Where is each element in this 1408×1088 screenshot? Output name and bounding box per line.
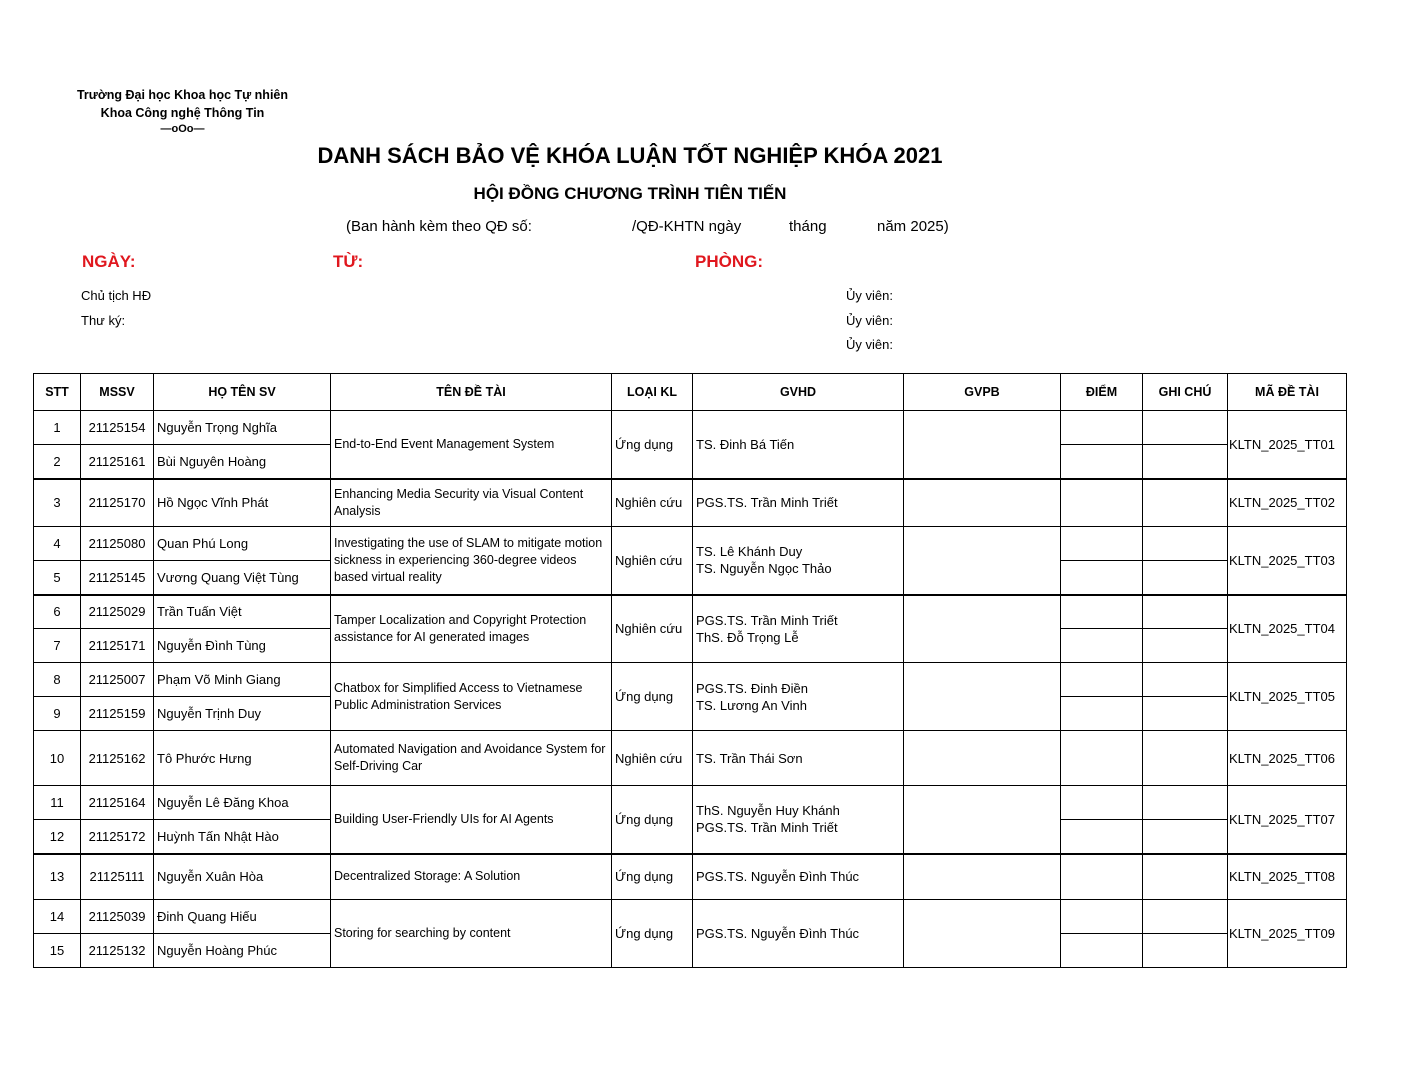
date-label: NGÀY: (82, 252, 136, 271)
decree-text-2: /QĐ-KHTN ngày (632, 218, 742, 235)
topic-cell: Decentralized Storage: A Solution (331, 854, 612, 900)
supervisor-name: PGS.TS. Trần Minh Triết (696, 612, 838, 628)
score-cell (1061, 527, 1143, 561)
mssv-cell: 21125171 (81, 629, 154, 663)
topic-code-cell: KLTN_2025_TT05 (1228, 663, 1347, 731)
table-row (34, 411, 1347, 445)
col-header-name: HỌ TÊN SV (154, 374, 331, 411)
note-cell (1143, 527, 1228, 561)
supervisor-name: PGS.TS. Nguyễn Đình Thúc (696, 869, 860, 885)
note-cell (1143, 934, 1228, 968)
table-row (34, 595, 1347, 629)
stt-cell: 10 (34, 731, 81, 786)
student-name-cell: Nguyễn Xuân Hòa (154, 854, 331, 900)
mssv-cell: 21125080 (81, 527, 154, 561)
topic-cell: Chatbox for Simplified Access to Vietnamese Public Administration Services (331, 663, 612, 731)
topic-cell: Enhancing Media Security via Visual Content Analysis (331, 479, 612, 527)
reviewer-cell (904, 900, 1061, 968)
page-subtitle: HỘI ĐỒNG CHƯƠNG TRÌNH TIÊN TIẾN (473, 184, 787, 203)
student-name-cell: Bùi Nguyên Hoàng (154, 445, 331, 479)
score-cell (1061, 900, 1143, 934)
member-label-1: Ủy viên: (846, 288, 893, 303)
topic-code-cell: KLTN_2025_TT04 (1228, 595, 1347, 663)
topic-cell: End-to-End Event Management System (331, 411, 612, 479)
stt-cell: 14 (34, 900, 81, 934)
stt-cell: 3 (34, 479, 81, 527)
supervisor-cell (693, 854, 904, 900)
defense-table (33, 373, 1347, 968)
reviewer-cell (904, 479, 1061, 527)
supervisor-name: TS. Lê Khánh Duy (696, 544, 803, 560)
table-row (34, 731, 1347, 786)
col-header-gvhd: GVHD (693, 374, 904, 411)
stt-cell: 7 (34, 629, 81, 663)
score-cell (1061, 561, 1143, 595)
supervisor-name: PGS.TS. Trần Minh Triết (696, 495, 838, 511)
score-cell (1061, 786, 1143, 820)
thesis-type-cell: Nghiên cứu (612, 479, 693, 527)
note-cell (1143, 629, 1228, 663)
student-name-cell: Huỳnh Tấn Nhật Hào (154, 820, 331, 854)
table-row (34, 527, 1347, 561)
score-cell (1061, 595, 1143, 629)
topic-code-cell: KLTN_2025_TT08 (1228, 854, 1347, 900)
note-cell (1143, 479, 1228, 527)
chair-label: Chủ tịch HĐ (81, 288, 152, 303)
student-name-cell: Đinh Quang Hiếu (154, 900, 331, 934)
school-name: Trường Đại học Khoa học Tự nhiên (76, 88, 289, 102)
supervisor-cell (693, 786, 904, 854)
note-cell (1143, 663, 1228, 697)
thesis-type-cell: Ứng dụng (612, 786, 693, 854)
reviewer-cell (904, 786, 1061, 854)
topic-code-cell: KLTN_2025_TT02 (1228, 479, 1347, 527)
table-row (34, 786, 1347, 820)
stt-cell: 9 (34, 697, 81, 731)
supervisor-cell (693, 731, 904, 786)
supervisor-name: TS. Nguyễn Ngọc Thảo (696, 561, 832, 577)
stt-cell: 4 (34, 527, 81, 561)
reviewer-cell (904, 854, 1061, 900)
score-cell (1061, 934, 1143, 968)
stt-cell: 2 (34, 445, 81, 479)
supervisor-name: ThS. Đỗ Trọng Lễ (696, 629, 799, 645)
from-label: TỪ: (333, 252, 364, 271)
stt-cell: 1 (34, 411, 81, 445)
header-ornament: —oOo— (160, 123, 205, 135)
note-cell (1143, 697, 1228, 731)
note-cell (1143, 561, 1228, 595)
score-cell (1061, 445, 1143, 479)
mssv-cell: 21125159 (81, 697, 154, 731)
col-header-topic: TÊN ĐỀ TÀI (331, 374, 612, 411)
reviewer-cell (904, 663, 1061, 731)
note-cell (1143, 854, 1228, 900)
note-cell (1143, 731, 1228, 786)
faculty-name: Khoa Công nghệ Thông Tin (100, 106, 265, 120)
score-cell (1061, 479, 1143, 527)
thesis-type-cell: Ứng dụng (612, 663, 693, 731)
mssv-cell: 21125029 (81, 595, 154, 629)
supervisor-name: PGS.TS. Đinh Điền (696, 680, 808, 696)
note-cell (1143, 820, 1228, 854)
thesis-type-cell: Ứng dụng (612, 854, 693, 900)
topic-cell: Building User-Friendly UIs for AI Agents (331, 786, 612, 854)
supervisor-name: TS. Lương An Vinh (696, 697, 807, 713)
score-cell (1061, 854, 1143, 900)
thesis-type-cell: Nghiên cứu (612, 527, 693, 595)
stt-cell: 6 (34, 595, 81, 629)
note-cell (1143, 900, 1228, 934)
page-title: DANH SÁCH BẢO VỆ KHÓA LUẬN TỐT NGHIỆP KHÓA 2021 (317, 143, 943, 168)
supervisor-cell (693, 663, 904, 731)
score-cell (1061, 697, 1143, 731)
topic-cell: Automated Navigation and Avoidance System for Self-Driving Car (331, 731, 612, 786)
student-name-cell: Nguyễn Hoàng Phúc (154, 934, 331, 968)
note-cell (1143, 445, 1228, 479)
mssv-cell: 21125132 (81, 934, 154, 968)
mssv-cell: 21125162 (81, 731, 154, 786)
supervisor-cell (693, 595, 904, 663)
member-label-3: Ủy viên: (846, 337, 893, 352)
supervisor-name: PGS.TS. Nguyễn Đình Thúc (696, 926, 860, 941)
score-cell (1061, 411, 1143, 445)
topic-code-cell: KLTN_2025_TT01 (1228, 411, 1347, 479)
col-header-score: ĐIỂM (1061, 374, 1143, 411)
score-cell (1061, 731, 1143, 786)
student-name-cell: Phạm Võ Minh Giang (154, 663, 331, 697)
supervisor-cell (693, 479, 904, 527)
col-header-mssv: MSSV (81, 374, 154, 411)
decree-text-3: tháng (789, 218, 827, 235)
thesis-type-cell: Nghiên cứu (612, 595, 693, 663)
supervisor-name: TS. Đinh Bá Tiến (696, 436, 795, 452)
supervisor-cell (693, 900, 904, 968)
table-body (34, 411, 1347, 968)
col-header-stt: STT (34, 374, 81, 411)
topic-code-cell: KLTN_2025_TT03 (1228, 527, 1347, 595)
student-name-cell: Vương Quang Việt Tùng (154, 561, 331, 595)
thesis-type-cell: Nghiên cứu (612, 731, 693, 786)
decree-text-1: (Ban hành kèm theo QĐ số: (346, 218, 532, 235)
mssv-cell: 21125170 (81, 479, 154, 527)
supervisor-name: TS. Trần Thái Sơn (696, 750, 803, 766)
score-cell (1061, 820, 1143, 854)
stt-cell: 12 (34, 820, 81, 854)
reviewer-cell (904, 527, 1061, 595)
reviewer-cell (904, 595, 1061, 663)
col-header-note: GHI CHÚ (1143, 374, 1228, 411)
table-row (34, 479, 1347, 527)
mssv-cell: 21125161 (81, 445, 154, 479)
stt-cell: 5 (34, 561, 81, 595)
score-cell (1061, 629, 1143, 663)
student-name-cell: Hồ Ngọc Vĩnh Phát (154, 479, 331, 527)
secretary-label: Thư ký: (81, 313, 126, 328)
topic-code-cell: KLTN_2025_TT07 (1228, 786, 1347, 854)
table-row (34, 663, 1347, 697)
topic-code-cell: KLTN_2025_TT09 (1228, 900, 1347, 968)
col-header-gvpb: GVPB (904, 374, 1061, 411)
table-header-row (34, 374, 1347, 411)
room-label: PHÒNG: (695, 252, 763, 271)
mssv-cell: 21125039 (81, 900, 154, 934)
thesis-type-cell: Ứng dụng (612, 900, 693, 968)
stt-cell: 13 (34, 854, 81, 900)
topic-cell: Investigating the use of SLAM to mitigate motion sickness in experiencing 360-degree videos based virtual reality (331, 527, 612, 595)
supervisor-name: PGS.TS. Trần Minh Triết (696, 820, 838, 836)
topic-code-cell: KLTN_2025_TT06 (1228, 731, 1347, 786)
mssv-cell: 21125145 (81, 561, 154, 595)
student-name-cell: Nguyễn Lê Đăng Khoa (154, 786, 331, 820)
mssv-cell: 21125111 (81, 854, 154, 900)
note-cell (1143, 786, 1228, 820)
note-cell (1143, 411, 1228, 445)
student-name-cell: Tô Phước Hưng (154, 731, 331, 786)
decree-text-4: năm 2025) (877, 218, 949, 235)
student-name-cell: Trần Tuấn Việt (154, 595, 331, 629)
student-name-cell: Nguyễn Trịnh Duy (154, 697, 331, 731)
thesis-type-cell: Ứng dụng (612, 411, 693, 479)
reviewer-cell (904, 411, 1061, 479)
student-name-cell: Nguyễn Đình Tùng (154, 629, 331, 663)
table-row (34, 900, 1347, 934)
mssv-cell: 21125007 (81, 663, 154, 697)
member-label-2: Ủy viên: (846, 313, 893, 328)
mssv-cell: 21125172 (81, 820, 154, 854)
col-header-type: LOẠI KL (612, 374, 693, 411)
student-name-cell: Quan Phú Long (154, 527, 331, 561)
stt-cell: 15 (34, 934, 81, 968)
reviewer-cell (904, 731, 1061, 786)
note-cell (1143, 595, 1228, 629)
supervisor-name: ThS. Nguyễn Huy Khánh (696, 803, 840, 819)
mssv-cell: 21125164 (81, 786, 154, 820)
topic-cell: Tamper Localization and Copyright Protection assistance for AI generated images (331, 595, 612, 663)
supervisor-cell (693, 527, 904, 595)
stt-cell: 11 (34, 786, 81, 820)
table-row (34, 854, 1347, 900)
mssv-cell: 21125154 (81, 411, 154, 445)
supervisor-cell (693, 411, 904, 479)
col-header-code: MÃ ĐỀ TÀI (1228, 374, 1347, 411)
stt-cell: 8 (34, 663, 81, 697)
student-name-cell: Nguyễn Trọng Nghĩa (154, 411, 331, 445)
score-cell (1061, 663, 1143, 697)
topic-cell: Storing for searching by content (331, 900, 612, 968)
